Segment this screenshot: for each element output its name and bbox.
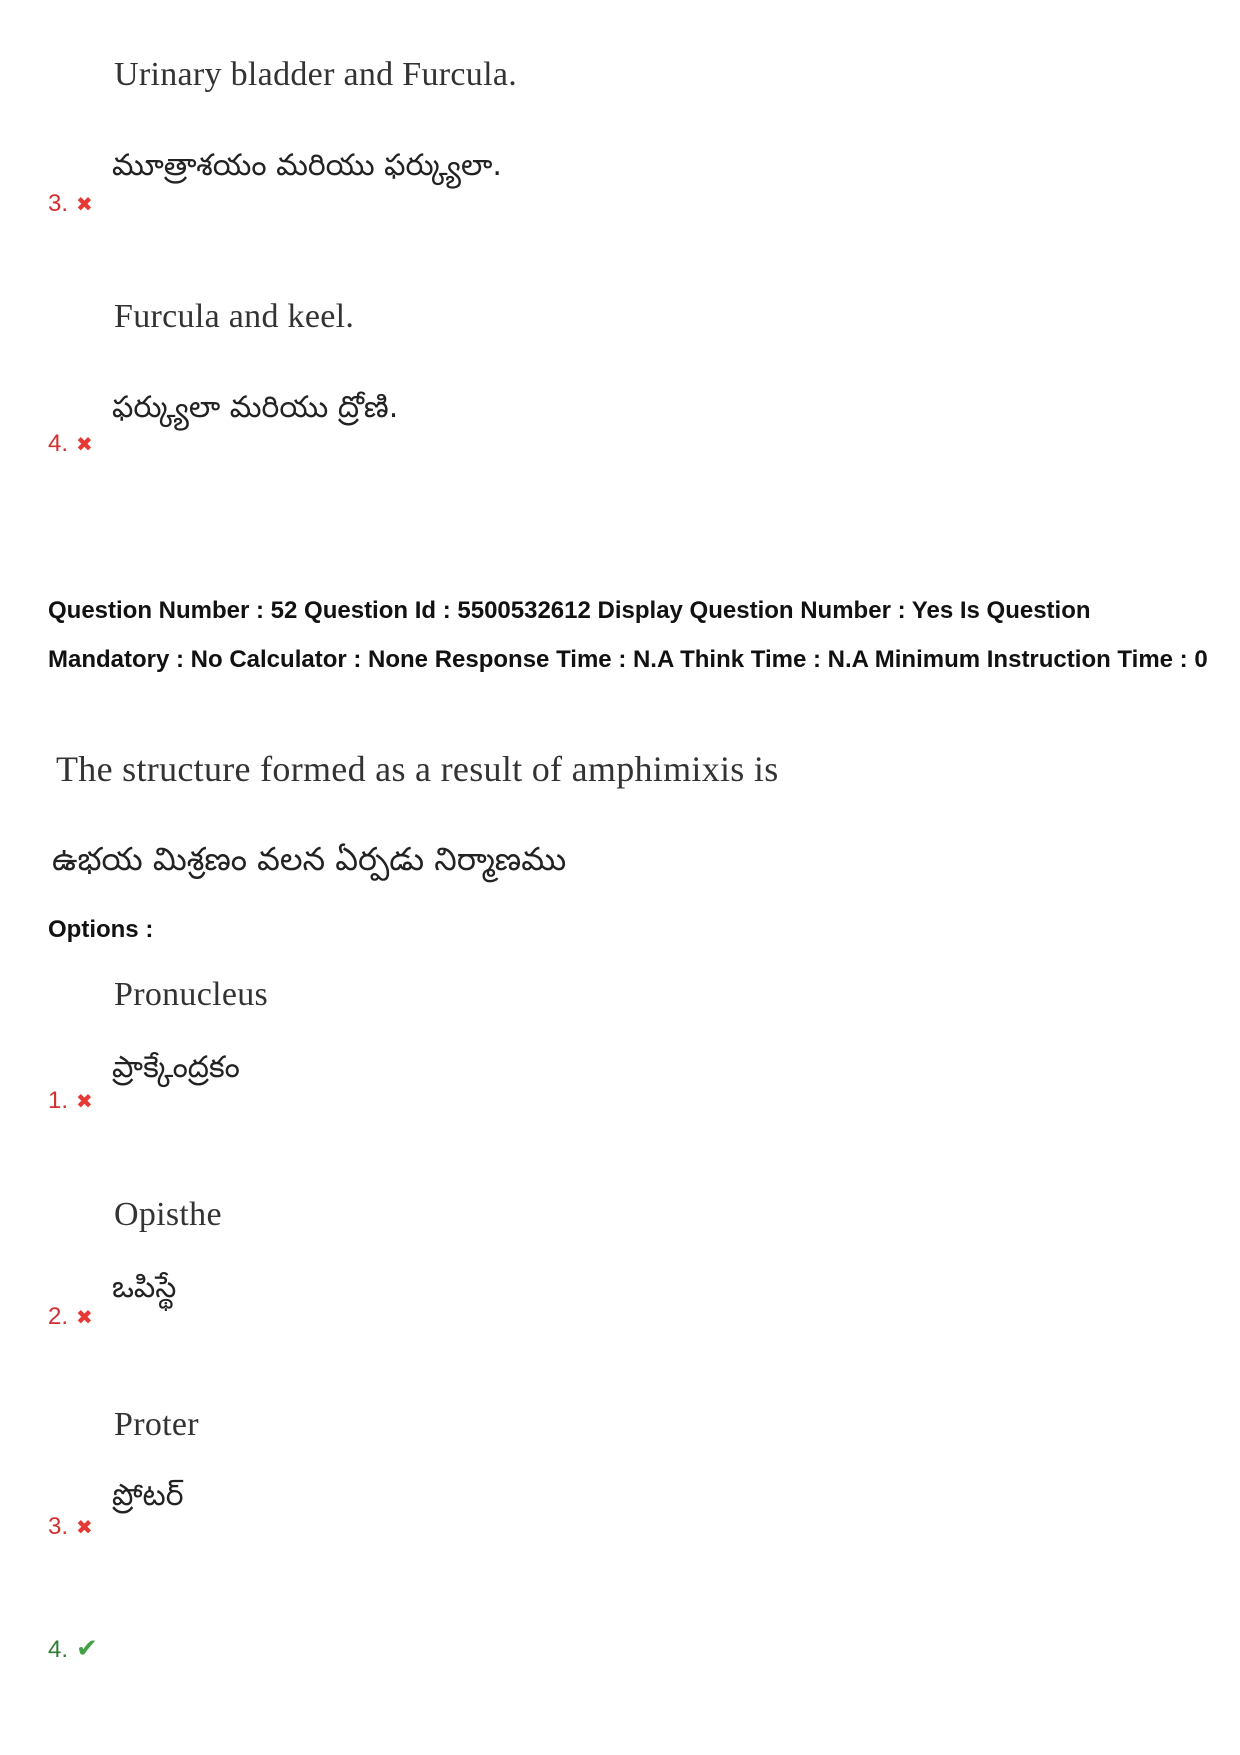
check-icon: ✔: [76, 1634, 98, 1664]
option-number: 4.: [48, 1636, 69, 1663]
option-1-english: Pronucleus: [114, 976, 269, 1013]
option-number: 4.: [48, 430, 69, 457]
cross-icon: ✖: [76, 1305, 93, 1329]
prev-option-3-telugu: మూత్రాశయం మరియు ఫర్క్యులా.: [112, 148, 502, 183]
prev-option-4-telugu: ఫర్క్యులా మరియు ద్రోణి.: [112, 390, 399, 425]
option-4-marker: [48, 1634, 98, 1664]
cross-icon: ✖: [76, 1089, 93, 1113]
option-number: 3.: [48, 1513, 69, 1540]
question-english: The structure formed as a result of amphimixis is: [56, 749, 779, 789]
option-number: 3.: [48, 190, 69, 217]
option-number: 1.: [48, 1087, 69, 1114]
option-1-marker: [48, 1087, 93, 1115]
option-3-marker: [48, 1513, 93, 1541]
options-label: Options :: [48, 916, 154, 943]
question-meta: Question Number : 52 Question Id : 5500532612 Display Question Number : Yes Is Question Mandatory : No Calculator : None Response Time : N.A Think Time : N.A Minimum Instruction Time : 0: [48, 597, 1208, 673]
prev-option-3-marker: [48, 190, 93, 218]
cross-icon: ✖: [76, 432, 93, 456]
cross-icon: ✖: [76, 1515, 93, 1539]
option-2-marker: [48, 1303, 93, 1331]
option-3-english: Proter: [114, 1406, 199, 1443]
option-2-telugu: ఒపిస్థే: [112, 1270, 177, 1305]
prev-option-4-marker: [48, 430, 93, 458]
cross-icon: ✖: [76, 192, 93, 216]
prev-option-4-english: Furcula and keel.: [114, 298, 355, 335]
option-number: 2.: [48, 1303, 69, 1330]
option-2-english: Opisthe: [114, 1196, 222, 1233]
option-1-telugu: ప్రాక్కేంద్రకం: [112, 1050, 240, 1085]
prev-option-3-english: Urinary bladder and Furcula.: [114, 56, 518, 93]
option-3-telugu: ప్రోటర్: [112, 1478, 184, 1513]
question-telugu: ఉభయ మిశ్రణం వలన ఏర్పడు నిర్మాణము: [52, 840, 567, 878]
